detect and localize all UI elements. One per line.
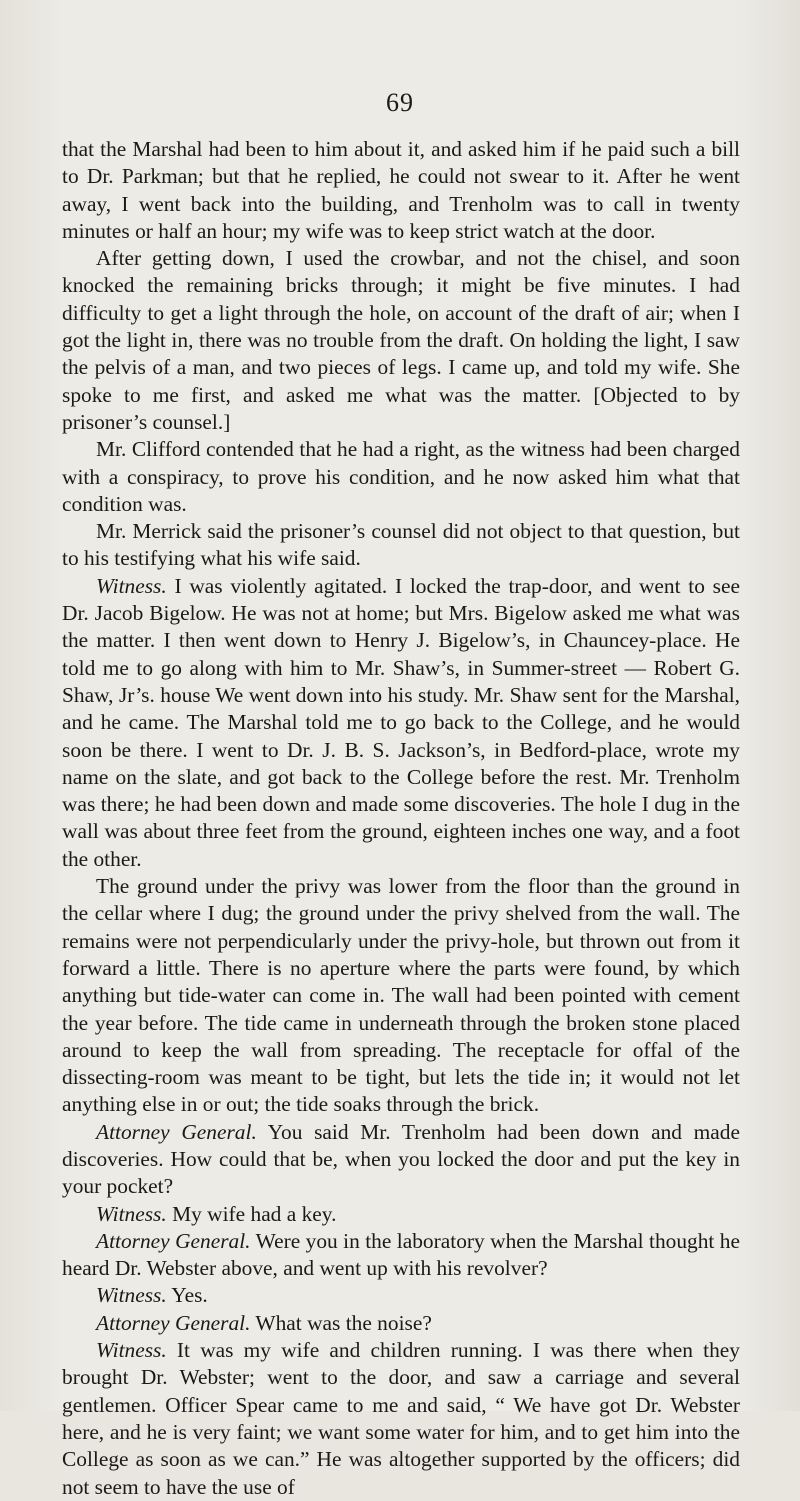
speaker-label: Witness. xyxy=(96,1338,167,1363)
paragraph xyxy=(62,1310,740,1337)
paragraph-text: I was violently agitated. I locked the trap-door, and went to see Dr. Jacob Bigelow. He was not at home; but Mrs. Bigelow asked me what was the matter. I then went down to Henry J. Bigelow’s, in Chauncey-place. He told me to go along with him to Mr. Shaw’s, in Summer-street — Robert G. Shaw, Jr’s. house We went down into his study. Mr. Shaw sent for the Marshal, and he came. The Marshal told me to go back to the College, and he would soon be there. I went to Dr. J. B. S. Jackson’s, in Bedford-place, wrote my name on the slate, and got back to the College before the rest. Mr. Trenholm was there; he had been down and made some discoveries. The hole I dug in the wall was about three feet from the ground, eighteen inches one way, and a foot the other. xyxy=(62,573,740,871)
paragraph-text: The ground under the privy was lower from the floor than the ground in the cellar where I dug; the ground under the privy shelved from the wall. The remains were not perpendicularly under the privy-hole, but thrown out from it forward a little. There is no aperture where the parts were found, by which anything but tide-water can come in. The wall had been pointed with cement the year before. The tide came in underneath through the broken stone placed around to keep the wall from spreading. The receptacle for offal of the dissecting-room was meant to be tight, but lets the tide in; it would not let anything else in or out; the tide soaks through the brick. xyxy=(62,874,740,1117)
paragraph-text: Mr. Clifford contended that he had a right, as the witness had been charged with a conspiracy, to prove his condition, and he now asked him what that condition was. xyxy=(62,437,740,516)
paragraph xyxy=(62,1228,740,1283)
paragraph xyxy=(62,573,740,873)
paragraph-text: You said Mr. Trenholm had been down and made discoveries. How could that be, when you locked the door and put the key in your pocket? xyxy=(62,1119,740,1199)
body-text xyxy=(62,136,740,1501)
paragraph-text: Mr. Merrick said the prisoner’s counsel did not object to that question, but to his testifying what his wife said. xyxy=(62,519,740,571)
paragraph xyxy=(62,1201,740,1228)
speaker-label: Witness. xyxy=(96,1201,167,1226)
paragraph xyxy=(62,245,740,436)
paragraph-text: It was my wife and children running. I was there when they brought Dr. Webster; went to the door, and saw a carriage and several gentlemen. Officer Spear came to me and said, “ We have got Dr. Webster here, and he is very faint; we want some water for him, and to get him into the College as soon as we can.” He was altogether supported by the officers; did not seem to have the use of xyxy=(62,1338,740,1499)
speaker-label: Witness. xyxy=(96,1283,167,1308)
speaker-label: Witness. xyxy=(96,573,167,598)
paragraph-text: My wife had a key. xyxy=(172,1201,337,1226)
paragraph xyxy=(62,518,740,573)
paragraph xyxy=(62,136,740,245)
paragraph-text: that the Marshal had been to him about it, and asked him if he paid such a bill to Dr. Parkman; but that he replied, he could not swear to it. After he went away, I went back into the building, and Trenholm was to call in twenty minutes or half an hour; my wife was to keep strict watch at the door. xyxy=(62,137,740,243)
page-number: 69 xyxy=(386,88,414,117)
paragraph xyxy=(62,1337,740,1501)
paragraph-text: Yes. xyxy=(171,1283,208,1308)
speaker-label: Attorney General. xyxy=(96,1119,257,1144)
speaker-label: Attorney General. xyxy=(96,1228,251,1253)
paragraph-text: Were you in the laboratory when the Marshal thought he heard Dr. Webster above, and went up with his revolver? xyxy=(62,1228,741,1281)
paragraph xyxy=(62,436,740,518)
paragraph xyxy=(62,1119,740,1201)
paragraph xyxy=(62,1282,740,1309)
paragraph-text: What was the noise? xyxy=(255,1310,432,1335)
paragraph-text: After getting down, I used the crowbar, and not the chisel, and soon knocked the remaining bricks through; it might be five minutes. I had difficulty to get a light through the hole, on account of the draft of air; when I got the light in, there was no trouble from the draft. On holding the light, I saw the pelvis of a man, and two pieces of legs. I came up, and told my wife. She spoke to me first, and asked me what was the matter. [Objected to by prisoner’s counsel.] xyxy=(62,246,740,434)
speaker-label: Attorney General. xyxy=(96,1310,251,1335)
paragraph xyxy=(62,873,740,1119)
